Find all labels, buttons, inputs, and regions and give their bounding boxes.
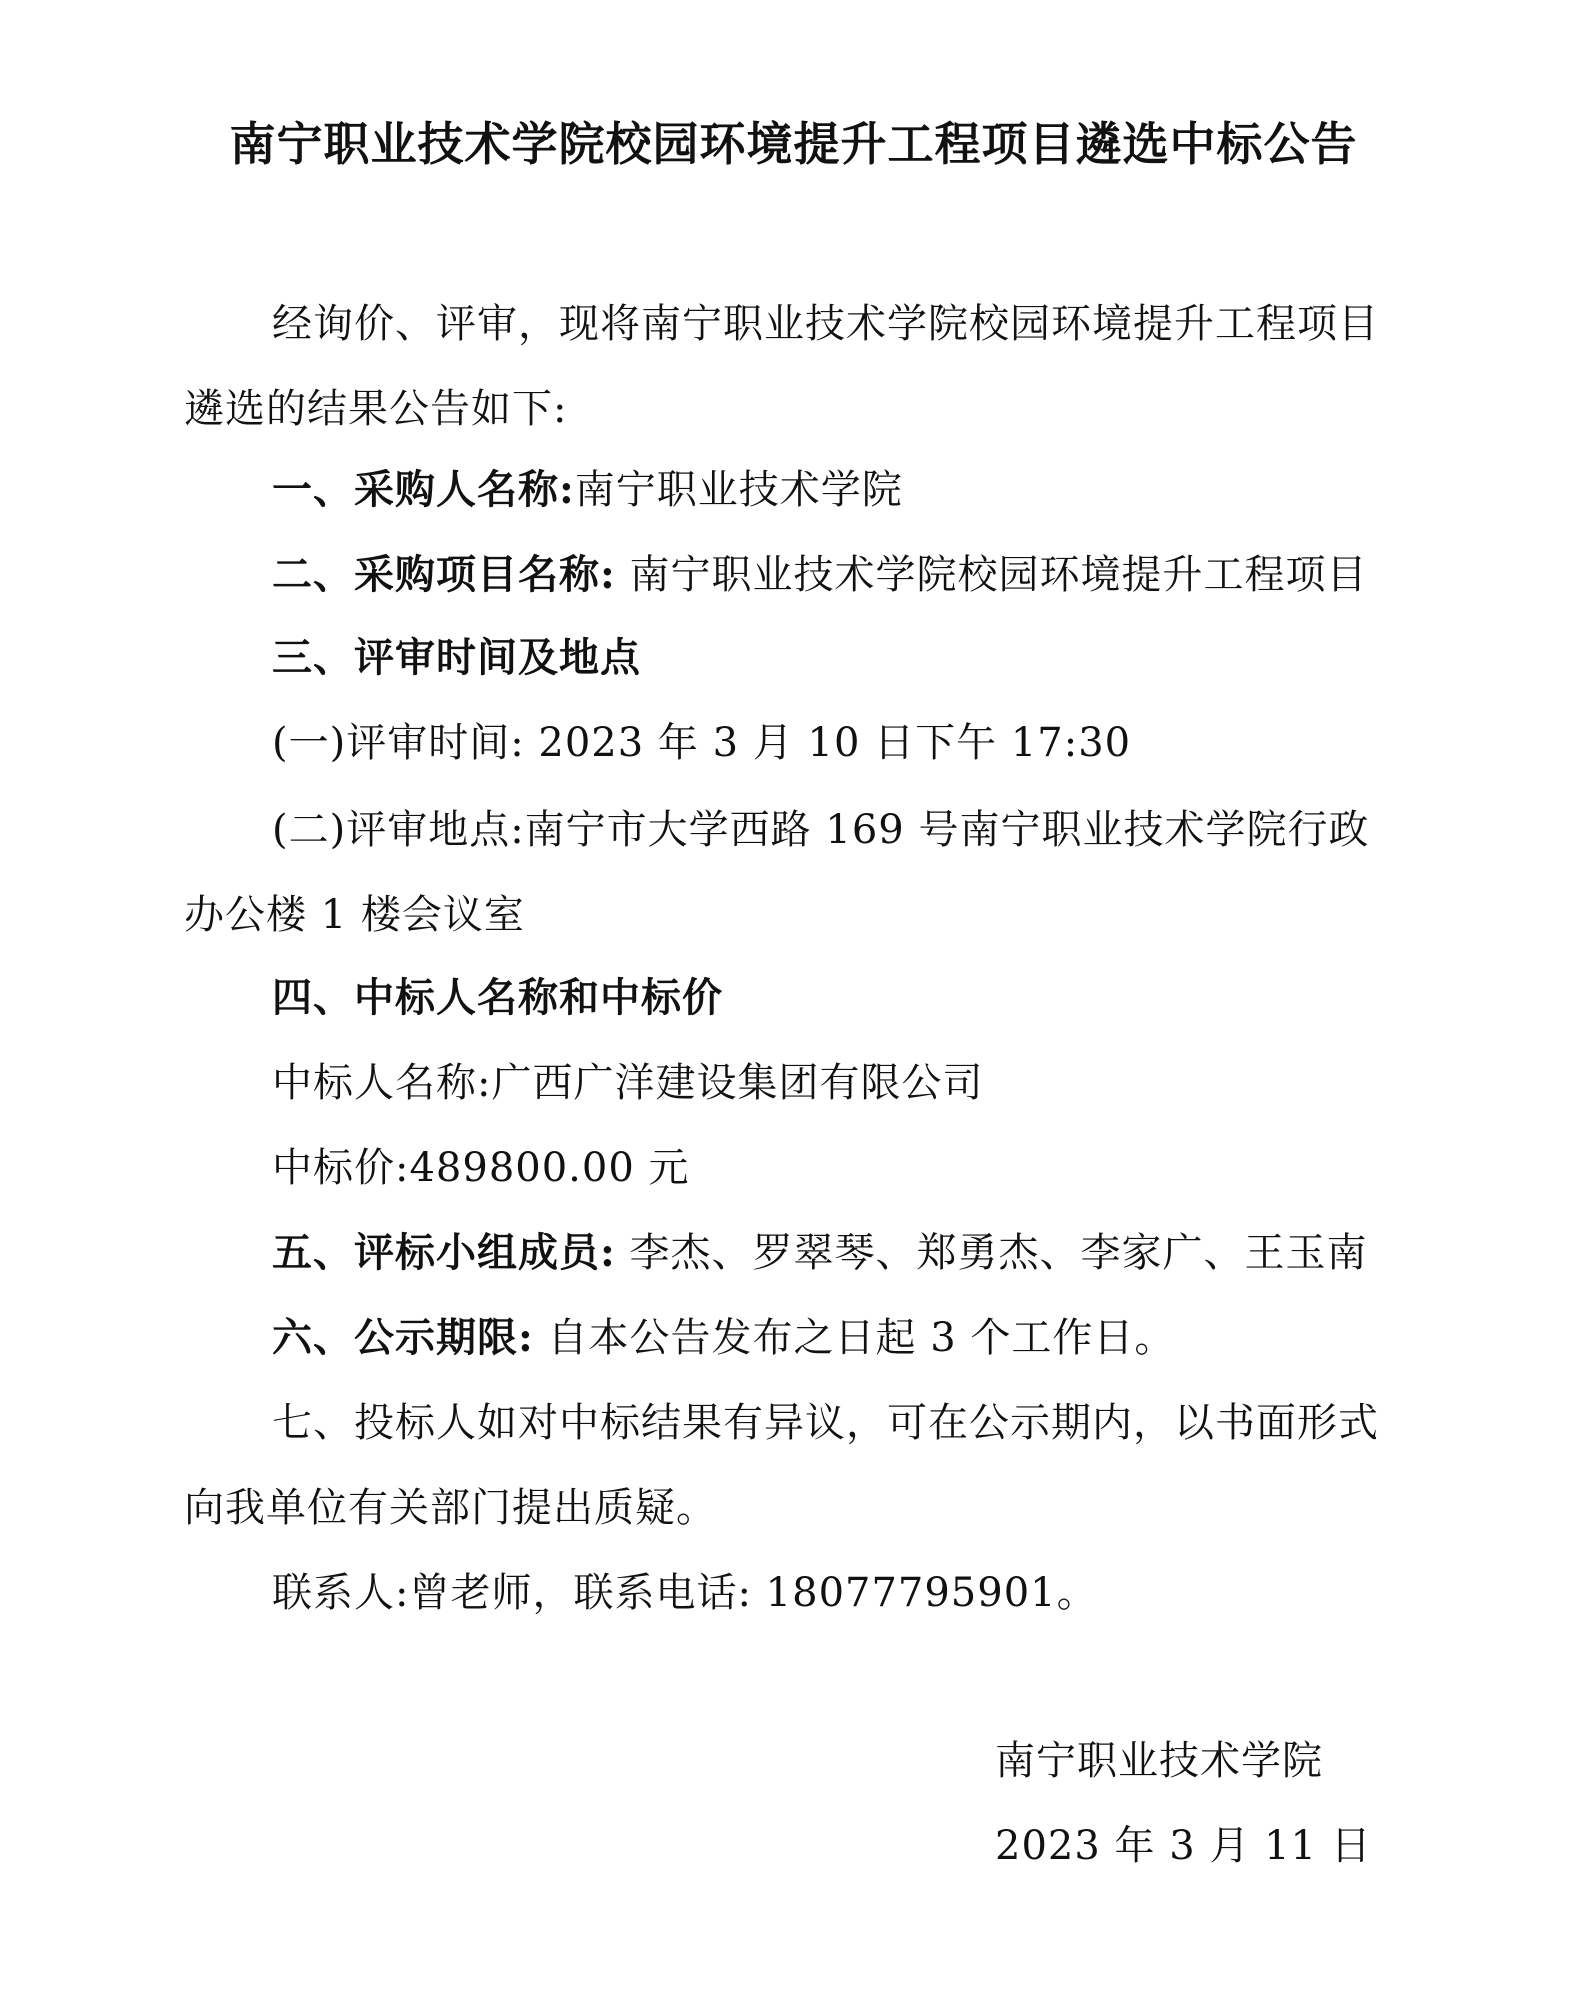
signature-date: 2023 年 3 月 11 日 [995, 1823, 1372, 1869]
panel-label: 五、评标小组成员: [272, 1229, 616, 1276]
publicity-label: 六、公示期限: [272, 1314, 534, 1361]
winner-price: 中标价:489800.00 元 [272, 1145, 690, 1191]
winner-name: 中标人名称:广西广洋建设集团有限公司 [272, 1060, 984, 1106]
objection-line-2: 向我单位有关部门提出质疑。 [184, 1485, 717, 1531]
purchaser-value: 南宁职业技术学院 [574, 467, 903, 513]
review-time: (一)评审时间: 2023 年 3 月 10 日下午 17:30 [272, 720, 1132, 766]
intro-line-2: 遴选的结果公告如下: [184, 386, 568, 432]
document-title: 南宁职业技术学院校园环境提升工程项目遴选中标公告 [229, 117, 1358, 171]
intro-line-1: 经询价、评审，现将南宁职业技术学院校园环境提升工程项目 [272, 301, 1379, 347]
review-heading: 三、评审时间及地点 [272, 634, 641, 681]
winner-heading: 四、中标人名称和中标价 [272, 974, 723, 1021]
publicity-line [272, 1310, 1175, 1366]
purchaser-line [272, 462, 903, 518]
project-label: 二、采购项目名称: [272, 551, 616, 598]
project-line [272, 547, 1367, 603]
panel-value: 李杰、罗翠琴、郑勇杰、李家广、王玉南 [629, 1230, 1368, 1276]
review-place-line-2: 办公楼 1 楼会议室 [184, 892, 525, 938]
publicity-value: 自本公告发布之日起 3 个工作日。 [547, 1315, 1176, 1361]
contact-line: 联系人:曾老师，联系电话: 18077795901。 [272, 1570, 1098, 1616]
panel-line [272, 1225, 1367, 1281]
project-value: 南宁职业技术学院校园环境提升工程项目 [629, 552, 1368, 598]
objection-line-1: 七、投标人如对中标结果有异议，可在公示期内，以书面形式 [272, 1400, 1379, 1446]
signature-org: 南宁职业技术学院 [995, 1738, 1323, 1784]
review-place-line-1: (二)评审地点:南宁市大学西路 169 号南宁职业技术学院行政 [272, 807, 1370, 853]
purchaser-label: 一、采购人名称: [272, 466, 575, 513]
